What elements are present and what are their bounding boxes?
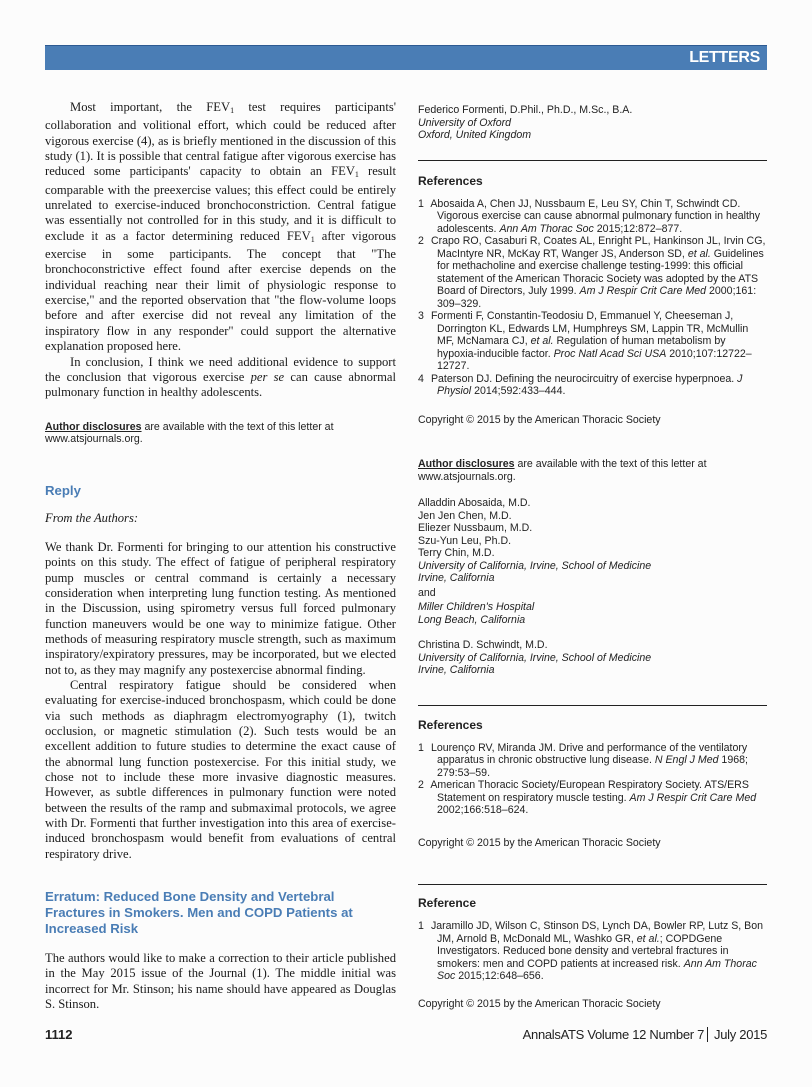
divider — [418, 160, 767, 161]
author-name: Jen Jen Chen, M.D. — [418, 509, 512, 522]
references-heading: References — [418, 173, 483, 188]
letter-author-block — [418, 104, 767, 142]
erratum-body: The authors would like to make a correction to their article published in the May 2015 issue of the Journal (1). The middle initial was incorrect for Mr. Stinson; his name should have appeared as Douglas S. Stinson. — [45, 951, 396, 1012]
author-disclosure: Author disclosures are available with the text of this letter at www.atsjournals.org. — [418, 458, 707, 483]
author-location: Irvine, California — [418, 572, 495, 584]
reply-paragraph: Central respiratory fatigue should be considered when evaluating for exercise-induced bronchospasm, which could be done via such methods as diaphragm electromyography (1), twitch occlusion, or magnetic stimulation (2). Such tests would be an excellent addition to future studies to determine the exact cause of the abnormal lung function postexercise. For this initial study, we chose not to include these more invasive diagnostic measures. However, as subtle differences in pulmonary function were noted between the results of the ramp and submaximal protocols, we agree with Dr. Formenti that further investigation into this area of exercise-induced bronchospasm would benefit from evaluations of central respiratory drive. — [45, 677, 396, 861]
reference-item: 1 Abosaida A, Chen JJ, Nussbaum E, Leu SY, Chin T, Schwindt CD. Vigorous exercise can cause abnormal pulmonary function in healthy adolescents. Ann Am Thorac Soc 2015;12:872–877. — [418, 197, 761, 235]
letter-paragraph: In conclusion, I think we need additional evidence to support the conclusion that vigorous exercise per se can cause abnormal pulmonary function in healthy adolescents. — [45, 354, 396, 400]
author-disclosures-link[interactable]: Author disclosures — [45, 420, 142, 433]
author-location: Oxford, United Kingdom — [418, 129, 532, 141]
references-list — [418, 198, 767, 398]
reply-paragraph: We thank Dr. Formenti for bringing to our attention his constructive points on this study. The effect of fatigue of peripheral respiratory pump muscles or central command is certainly a necessary consideration when interpreting lung function testing. As mentioned in the Discussion, using spirometry versus full forced pulmonary function maneuvers would be one way to minimize fatigue. Other methods of measuring respiratory muscle strength, such as maximum inspiratory/expiratory pressures, may be incorporated, but we elected not to, as they may magnify any postexercise abnormal finding. — [45, 539, 396, 677]
reply-authors-block — [418, 497, 767, 677]
reference-item: 1 Lourenço RV, Miranda JM. Drive and performance of the ventilatory apparatus in chronic obstructive lung disease. N Engl J Med 1968; 279:53–59. — [418, 741, 748, 779]
reference-item: 2 American Thoracic Society/European Respiratory Society. ATS/ERS Statement on respiratory muscle testing. Am J Respir Crit Care Med 2002;166:518–624. — [418, 779, 757, 816]
journal-citation: AnnalsATS Volume 12 Number 7 July 2015 — [522, 1027, 767, 1042]
copyright-notice: Copyright © 2015 by the American Thoracic Society — [418, 413, 661, 426]
page-number: 1112 — [45, 1027, 73, 1042]
divider — [418, 884, 767, 885]
author-location: Irvine, California — [418, 664, 495, 676]
reference-item: 3 Formenti F, Constantin-Teodosiu D, Emmanuel Y, Cheeseman J, Dorrington KL, Edwards LM, Humphreys SM, Lappin TR, McMullin MF, McNamara CJ, et al. Regulation of human metabolism by hypoxia-inducible factor. Proc Natl Acad Sci USA 2010;107:12722–12727. — [418, 310, 752, 372]
copyright-notice: Copyright © 2015 by the American Thoracic Society — [418, 997, 661, 1010]
author-name: Alladdin Abosaida, M.D. — [418, 497, 531, 509]
erratum-title: Erratum: Reduced Bone Density and Vertebral Fractures in Smokers. Men and COPD Patients at Increased Risk — [45, 889, 353, 937]
reply-title: Reply — [45, 482, 81, 498]
copyright-notice: Copyright © 2015 by the American Thoracic Society — [418, 836, 661, 849]
reference-item: 1 Jaramillo JD, Wilson C, Stinson DS, Lynch DA, Bowler RP, Lutz S, Bon JM, Arnold B, McDonald ML, Washko GR, et al.; COPDGene Investigators. Reduced bone density and vertebral fractures in smokers: men and COPD patients at increased risk. Ann Am Thorac Soc 2015;12:648–656. — [418, 920, 764, 982]
references-list — [418, 742, 767, 817]
references-heading: References — [418, 717, 483, 732]
reply-from: From the Authors: — [45, 510, 139, 525]
author-location: Long Beach, California — [418, 613, 526, 626]
author-name: Federico Formenti, D.Phil., Ph.D., M.Sc., B.A. — [418, 104, 633, 116]
section-label: LETTERS — [689, 49, 760, 66]
author-affiliation: University of California, Irvine, School of Medicine — [418, 559, 652, 572]
left-column — [45, 100, 396, 1012]
author-affiliation: Miller Children's Hospital — [418, 601, 535, 613]
right-column — [418, 104, 767, 1010]
author-affiliation: University of California, Irvine, School of Medicine — [418, 651, 652, 664]
section-header-bar — [45, 45, 767, 70]
author-name: Eliezer Nussbaum, M.D. — [418, 522, 533, 534]
reply-body — [45, 540, 396, 862]
author-disclosure: Author disclosures are available with the text of this letter at www.atsjournals.org. — [45, 420, 334, 446]
author-name: Terry Chin, M.D. — [418, 547, 495, 559]
author-affiliation: University of Oxford — [418, 116, 512, 129]
author-disclosures-link[interactable]: Author disclosures — [418, 458, 515, 470]
author-name: Szu-Yun Leu, Ph.D. — [418, 534, 512, 547]
divider — [418, 705, 767, 706]
author-name: Christina D. Schwindt, M.D. — [418, 639, 548, 651]
reference-heading: Reference — [418, 896, 477, 910]
reference-item: 4 Paterson DJ. Defining the neurocircuitry of exercise hyperpnoea. J Physiol 2014;592:433–444. — [418, 372, 743, 397]
letter-body — [45, 100, 396, 401]
and-separator: and — [418, 586, 436, 599]
letter-paragraph: Most important, the $FEV_1$ test requires participants' collaboration and volitional effort, which could be reduced after vigorous exercise (4), as is briefly mentioned in the discussion of this study (1). It is possible that central fatigue after vigorous exercise has reduced some participants' capacity to obtain an $FEV_1$ result comparable with the preexercise values; this effect could be entirely unrelated to exercise-induced bronchoconstriction. Central fatigue was essentially not controlled for in this study, and it is difficult to exclude it as a factor determining reduced $FEV_1$ after vigorous exercise in some participants. The concept that "The bronchoconstrictive effect found after exercise depends on the individual reaching near their limit of physiologic response to exercise," and the reported observation that "the flow-volume loops before and after exercise did not reveal any limitation of the inspiratory flow in any responder" could support the alternative explanation proposed here. — [45, 100, 396, 354]
reference-item: 2 Crapo RO, Casaburi R, Coates AL, Enright PL, Hankinson JL, Irvin CG, MacIntyre NR, McKay RT, Wanger JS, Anderson SD, et al. Guidelines for methacholine and exercise challenge testing-1999: this official statement of the American Thoracic Society was adopted by the ATS Board of Directors, July 1999. Am J Respir Crit Care Med 2000;161: 309–329. — [418, 235, 766, 310]
references-list — [418, 920, 767, 983]
